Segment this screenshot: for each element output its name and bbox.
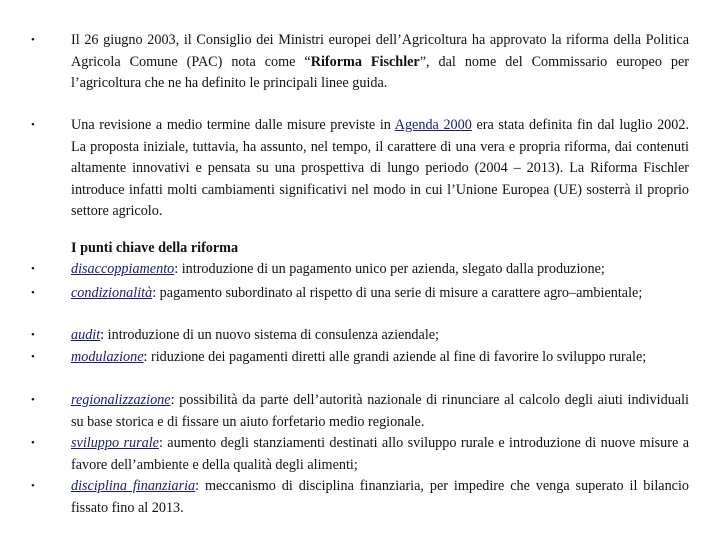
term-link[interactable]: condizionalità	[71, 285, 153, 301]
point-text: : possibilità da parte dell’autorità nazionale di rinunciare al calcolo degli aiuti individuali su base storica e di fissare un aiuto forfetario medio regionale.	[71, 392, 689, 430]
bullet-marker: •	[31, 34, 35, 46]
key-point-disciplina-finanziaria	[71, 476, 689, 519]
key-point-regionalizzazione	[71, 390, 689, 433]
point-text: : pagamento subordinato al rispetto di una serie di misure a carattere agro–ambientale;	[152, 285, 643, 301]
point-text: : aumento degli stanziamenti destinati allo sviluppo rurale e introduzione di nuove misure a favore dell’ambiente e della qualità degli alimenti;	[71, 435, 690, 473]
key-point-sviluppo-rurale	[71, 433, 689, 476]
intro-paragraph-1	[71, 30, 689, 95]
key-point-modulazione	[71, 347, 689, 369]
key-point-disaccoppiamento	[71, 259, 689, 281]
riforma-fischler-emphasis: Riforma Fischler	[310, 53, 420, 70]
point-text: : meccanismo di disciplina finanziaria, per impedire che venga superato il bilancio fissato fino al 2013.	[71, 478, 689, 516]
bullet-marker: •	[31, 263, 35, 275]
bullet-marker: •	[31, 329, 35, 341]
term-link[interactable]: disaccoppiamento	[71, 261, 175, 277]
intro-1-text-b: ”, dal nome del Commissario europeo per l’agricoltura che ne ha definito le principali linee guida.	[71, 53, 689, 91]
bullet-marker: •	[31, 287, 35, 299]
term-link[interactable]: modulazione	[71, 349, 144, 365]
bullet-marker: •	[31, 480, 35, 492]
term-link[interactable]: regionalizzazione	[71, 392, 171, 408]
point-text: : introduzione di un pagamento unico per azienda, slegato dalla produzione;	[174, 261, 605, 277]
intro-2-text-b: era stata definita fin dal luglio 2002. La proposta iniziale, tuttavia, ha assunto, nel tempo, il carattere di una vera e propria riforma, dai contenuti altamente innovativi e pensata su una prospettiva di lungo periodo (2004 – 2013). La Riforma Fischler introduce infatti molti cambiamenti significativi nel modo in cui l’Unione Europea (UE) sosterrà il proprio settore agricolo.	[71, 117, 689, 219]
bullet-marker: •	[31, 394, 35, 406]
key-point-audit	[71, 325, 689, 347]
intro-2-text-a: Una revisione a medio termine dalle misure previste in	[71, 117, 395, 133]
term-link[interactable]: disciplina finanziaria	[71, 478, 196, 494]
bullet-marker: •	[31, 351, 35, 363]
term-link[interactable]: audit	[71, 327, 101, 343]
bullet-marker: •	[31, 437, 35, 449]
bullet-marker: •	[31, 119, 35, 131]
section-heading: I punti chiave della riforma	[71, 240, 239, 256]
key-point-condizionalita	[71, 283, 689, 305]
point-text: : riduzione dei pagamenti diretti alle grandi aziende al fine di favorire lo sviluppo rurale;	[143, 349, 647, 365]
intro-paragraph-2	[71, 115, 689, 223]
term-link[interactable]: sviluppo rurale	[71, 435, 159, 451]
intro-1-text-a: Il 26 giugno 2003, il Consiglio dei Ministri europei dell’Agricoltura ha approvato la riforma della Politica Agricola Comune (PAC) nota come “	[71, 32, 689, 70]
agenda-2000-link[interactable]: Agenda 2000	[394, 117, 472, 133]
point-text: : introduzione di un nuovo sistema di consulenza aziendale;	[100, 327, 440, 343]
